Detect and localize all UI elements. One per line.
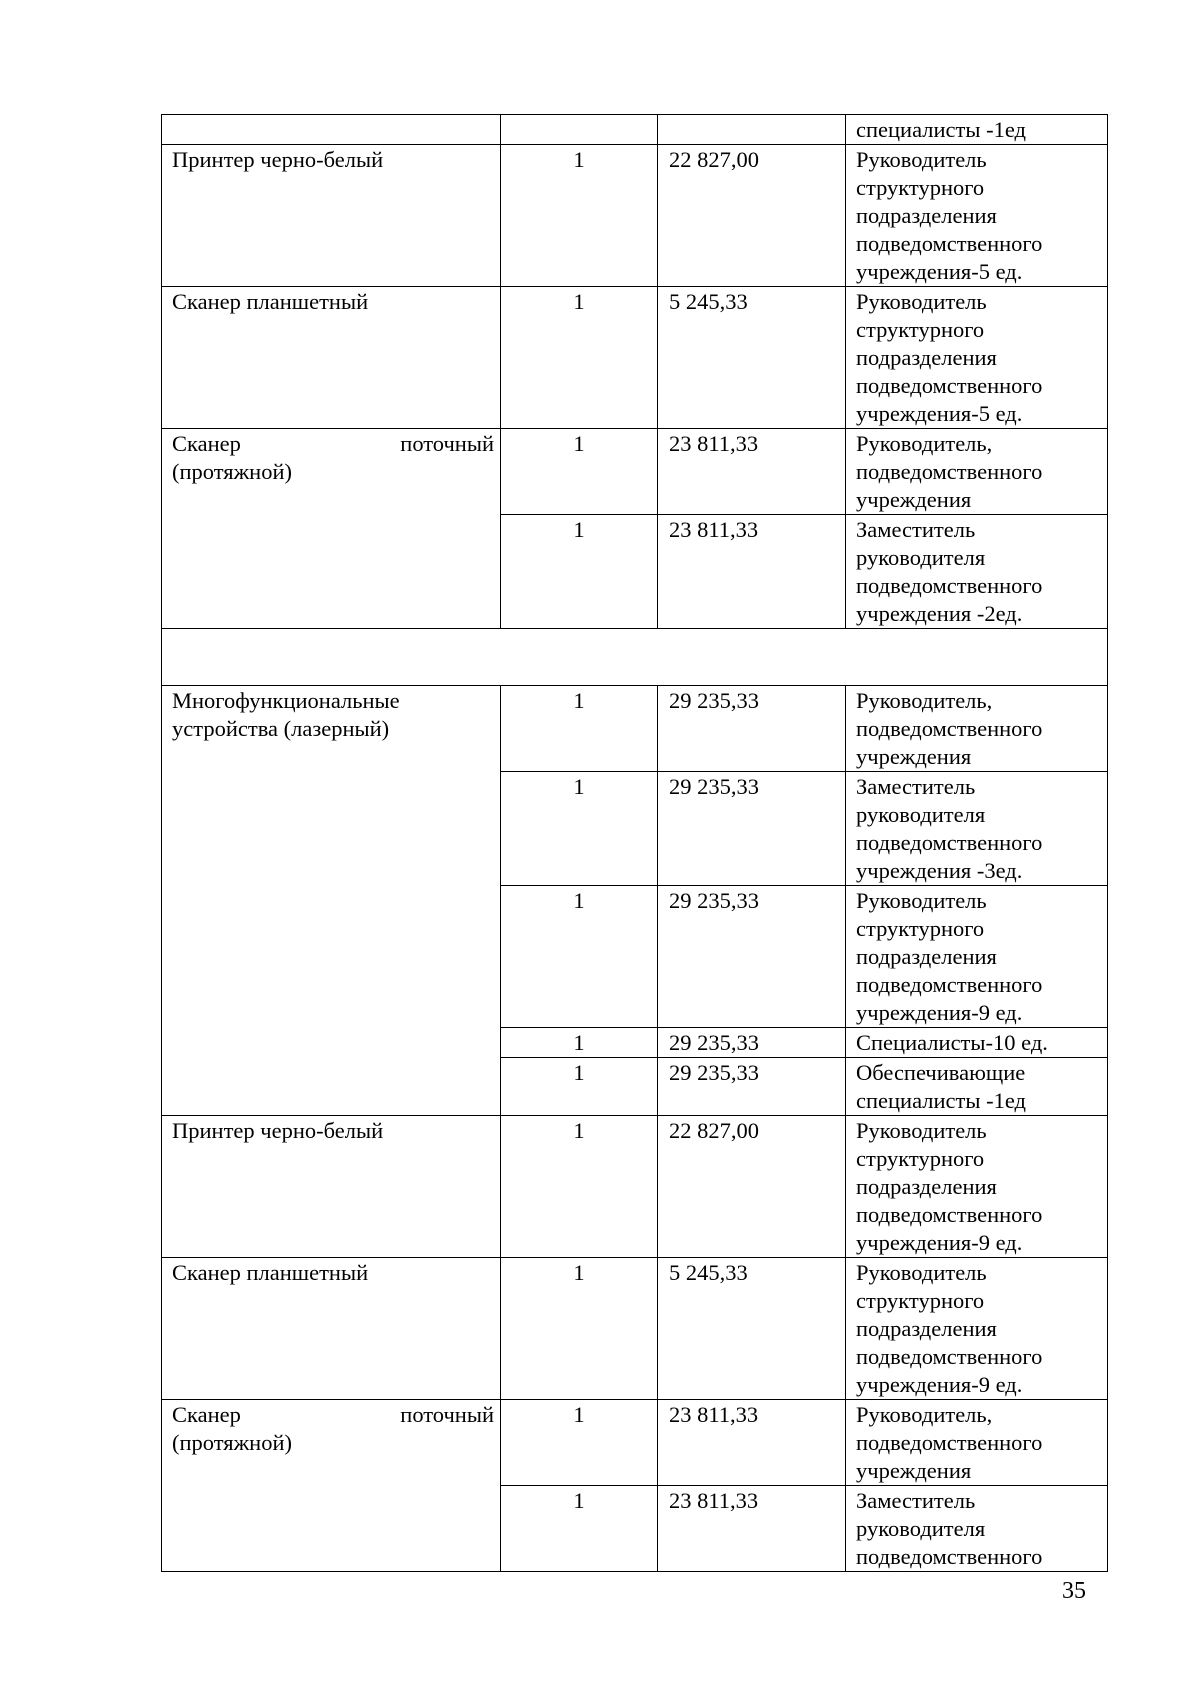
equipment-name-cell	[162, 115, 501, 145]
quantity-cell: 1	[501, 886, 658, 1028]
table-row	[162, 287, 1108, 429]
quantity-cell: 1	[501, 1400, 658, 1486]
equipment-name-part: Сканер	[172, 431, 241, 456]
equipment-name-part: поточный	[400, 431, 494, 456]
equipment-name-cell	[162, 1400, 501, 1572]
position-cell: специалисты -1ед	[846, 115, 1108, 145]
equipment-name-cell: Сканер планшетный	[162, 287, 501, 429]
table-row	[162, 115, 1108, 145]
quantity-cell: 1	[501, 1116, 658, 1258]
equipment-name-part: Сканер	[172, 1402, 241, 1427]
section-row	[162, 629, 1108, 686]
price-cell: 23 811,33	[658, 1400, 846, 1486]
quantity-cell: 1	[501, 429, 658, 515]
price-cell: 5 245,33	[658, 1258, 846, 1400]
table-row	[162, 1116, 1108, 1258]
quantity-cell: 1	[501, 1486, 658, 1572]
price-cell: 5 245,33	[658, 287, 846, 429]
quantity-cell: 1	[501, 287, 658, 429]
equipment-name-cell: Сканер планшетный	[162, 1258, 501, 1400]
price-cell: 22 827,00	[658, 145, 846, 287]
position-cell: Руководитель структурного подразделения подведомственного учреждения-9 ед.	[846, 886, 1108, 1028]
equipment-name-part: (протяжной)	[172, 459, 292, 484]
position-cell: Обеспечивающие специалисты -1ед	[846, 1058, 1108, 1116]
price-cell: 22 827,00	[658, 1116, 846, 1258]
position-cell: Специалисты-10 ед.	[846, 1028, 1108, 1058]
equipment-norms-table	[161, 114, 1108, 1572]
page-number: 35	[1062, 1578, 1086, 1604]
position-cell: Руководитель структурного подразделения подведомственного учреждения-5 ед.	[846, 287, 1108, 429]
quantity-cell: 1	[501, 1028, 658, 1058]
equipment-name-cell: Принтер черно-белый	[162, 145, 501, 287]
quantity-cell: 1	[501, 1258, 658, 1400]
table-row	[162, 1258, 1108, 1400]
position-cell: Руководитель, подведомственного учреждения	[846, 429, 1108, 515]
position-cell: Руководитель, подведомственного учреждения	[846, 686, 1108, 772]
quantity-cell: 1	[501, 145, 658, 287]
position-cell: Заместитель руководителя подведомственного учреждения -3ед.	[846, 772, 1108, 886]
price-cell: 29 235,33	[658, 886, 846, 1028]
price-cell: 29 235,33	[658, 772, 846, 886]
price-cell	[658, 115, 846, 145]
position-cell: Руководитель структурного подразделения подведомственного учреждения-9 ед.	[846, 1258, 1108, 1400]
quantity-cell: 1	[501, 772, 658, 886]
table-row	[162, 429, 1108, 515]
position-cell: Руководитель, подведомственного учреждения	[846, 1400, 1108, 1486]
equipment-name-cell	[162, 429, 501, 629]
position-cell: Руководитель структурного подразделения подведомственного учреждения-5 ед.	[846, 145, 1108, 287]
table-row	[162, 1400, 1108, 1486]
equipment-name-cell: Многофункциональные устройства (лазерный)	[162, 686, 501, 1116]
table-row	[162, 686, 1108, 772]
quantity-cell: 1	[501, 1058, 658, 1116]
quantity-cell: 1	[501, 686, 658, 772]
equipment-name-cell: Принтер черно-белый	[162, 1116, 501, 1258]
price-cell: 23 811,33	[658, 515, 846, 629]
equipment-name-part: поточный	[400, 1402, 494, 1427]
quantity-cell	[501, 115, 658, 145]
position-cell: Руководитель структурного подразделения подведомственного учреждения-9 ед.	[846, 1116, 1108, 1258]
position-cell: Заместитель руководителя подведомственного учреждения -2ед.	[846, 515, 1108, 629]
equipment-name-part: (протяжной)	[172, 1430, 292, 1455]
price-cell: 29 235,33	[658, 1058, 846, 1116]
price-cell: 23 811,33	[658, 1486, 846, 1572]
price-cell: 23 811,33	[658, 429, 846, 515]
quantity-cell: 1	[501, 515, 658, 629]
position-cell: Заместитель руководителя подведомственного	[846, 1486, 1108, 1572]
price-cell: 29 235,33	[658, 686, 846, 772]
section-title	[162, 629, 1108, 686]
price-cell: 29 235,33	[658, 1028, 846, 1058]
table-row	[162, 145, 1108, 287]
